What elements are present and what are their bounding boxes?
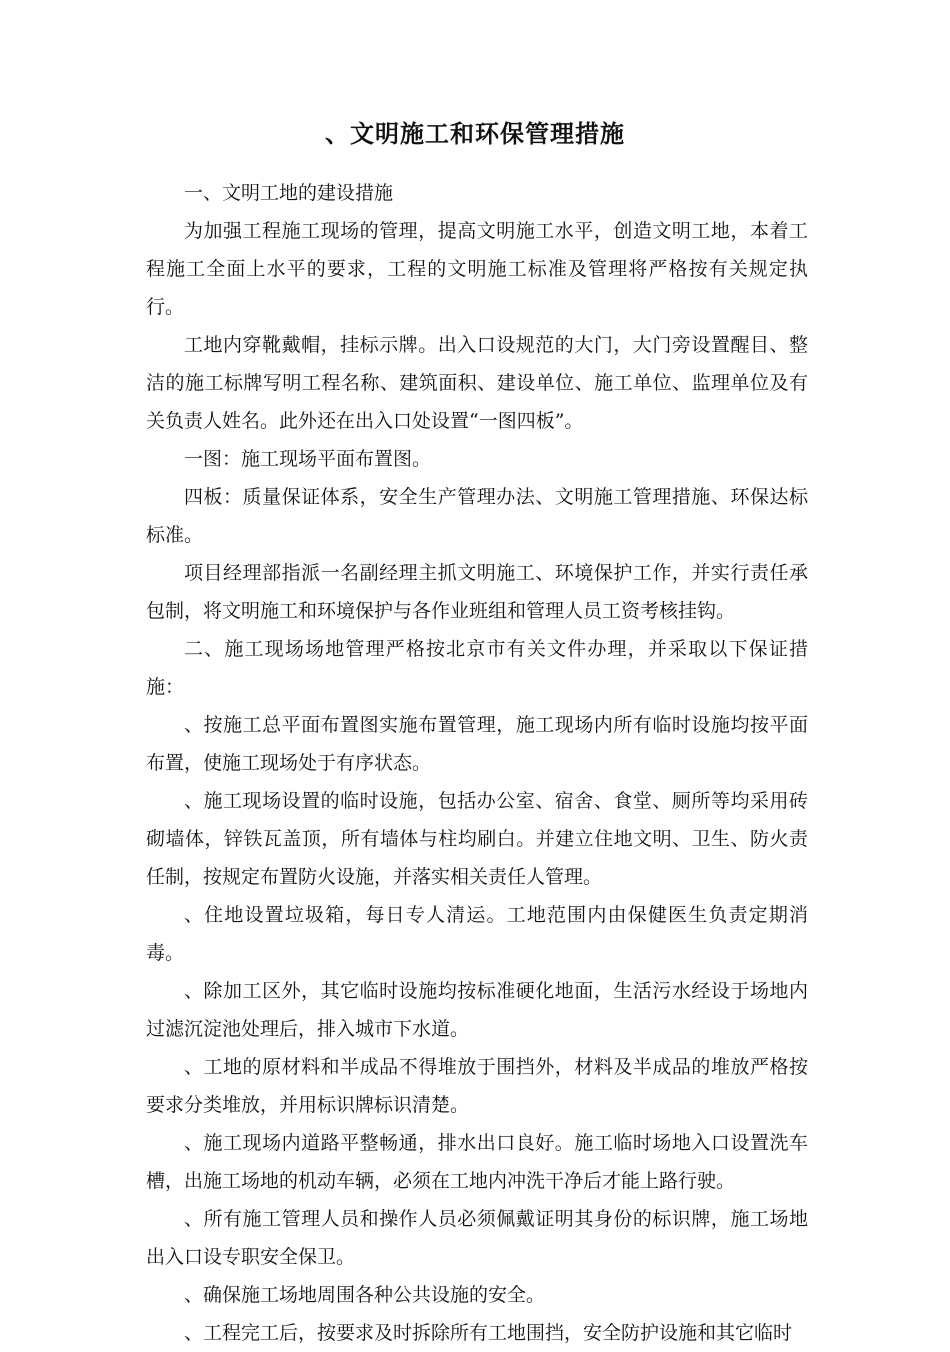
paragraph: 为加强工程施工现场的管理，提高文明施工水平，创造文明工地，本着工程施工全面上水平的要求，工程的文明施工标准及管理将严格按有关规定执行。 — [146, 220, 808, 318]
paragraph: 工地内穿靴戴帽，挂标示牌。出入口设规范的大门，大门旁设置醒目、整洁的施工标牌写明工程名称、建筑面积、建设单位、施工单位、监理单位及有关负责人姓名。此外还在出入口处设置“一图四板”。 — [146, 334, 808, 432]
list-item: 、施工现场内道路平整畅通，排水出口良好。施工临时场地入口设置洗车槽，出施工场地的机动车辆，必须在工地内冲洗干净后才能上路行驶。 — [146, 1132, 808, 1192]
list-item: 、工地的原材料和半成品不得堆放于围挡外，材料及半成品的堆放严格按要求分类堆放，并用标识牌标识清楚。 — [146, 1056, 808, 1116]
list-item: 、按施工总平面布置图实施布置管理，施工现场内所有临时设施均按平面布置，使施工现场处于有序状态。 — [146, 714, 808, 774]
list-item: 、住地设置垃圾箱，每日专人清运。工地范围内由保健医生负责定期消毒。 — [146, 904, 808, 964]
list-item: 、确保施工场地周围各种公共设施的安全。 — [184, 1284, 546, 1306]
document-title: 、文明施工和环保管理措施 — [325, 119, 625, 148]
paragraph: 一图：施工现场平面布置图。 — [184, 448, 432, 470]
paragraph-section-2-heading: 二、施工现场场地管理严格按北京市有关文件办理，并采取以下保证措施： — [146, 638, 808, 698]
list-item: 、所有施工管理人员和操作人员必须佩戴证明其身份的标识牌，施工场地出入口设专职安全保卫。 — [146, 1208, 808, 1268]
paragraph-section-1-heading: 一、文明工地的建设措施 — [184, 182, 394, 204]
document-body — [146, 174, 808, 1352]
paragraph: 四板：质量保证体系，安全生产管理办法、文明施工管理措施、环保达标标准。 — [146, 486, 808, 546]
list-item: 、施工现场设置的临时设施，包括办公室、宿舍、食堂、厕所等均采用砖砌墙体，锌铁瓦盖顶，所有墙体与柱均刷白。并建立住地文明、卫生、防火责任制，按规定布置防火设施，并落实相关责任人管理。 — [146, 790, 808, 888]
list-item: 、除加工区外，其它临时设施均按标准硬化地面，生活污水经设于场地内过滤沉淀池处理后，排入城市下水道。 — [146, 980, 808, 1040]
paragraph: 项目经理部指派一名副经理主抓文明施工、环境保护工作，并实行责任承包制，将文明施工和环境保护与各作业班组和管理人员工资考核挂钩。 — [146, 562, 808, 622]
list-item: 、工程完工后，按要求及时拆除所有工地围挡，安全防护设施和其它临时 — [184, 1322, 793, 1344]
